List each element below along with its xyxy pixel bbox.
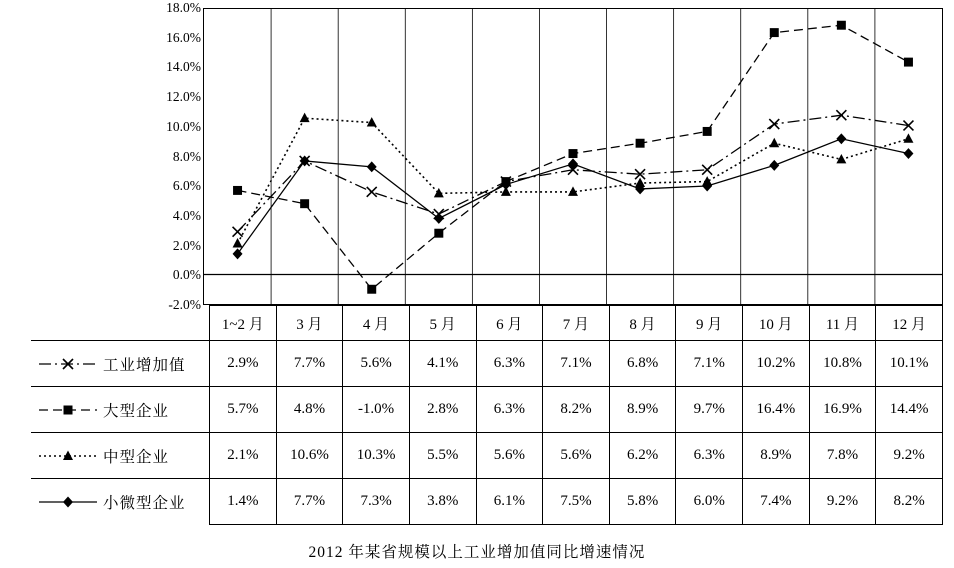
column-header: 11 月	[809, 306, 876, 341]
table-cell: 16.9%	[809, 387, 876, 433]
legend-label: 小微型企业	[103, 494, 186, 512]
y-tick-label: 18.0%	[166, 0, 201, 15]
chart-caption: 2012 年某省规模以上工业增加值同比增速情况	[308, 544, 646, 561]
table-cell: 5.6%	[343, 341, 410, 387]
legend-cell-1	[31, 341, 210, 387]
table-cell: 5.6%	[476, 433, 543, 479]
table-cell: 5.7%	[210, 387, 277, 433]
legend-marker-diamond	[37, 493, 99, 511]
data-point-marker	[836, 133, 846, 144]
legend-marker-square	[37, 401, 99, 419]
data-point-marker	[367, 161, 377, 172]
data-point-marker	[64, 405, 73, 414]
table-cell: 8.2%	[543, 387, 610, 433]
table-cell: 9.2%	[876, 433, 943, 479]
table-cell: 9.7%	[676, 387, 743, 433]
data-point-marker	[233, 238, 243, 247]
column-header: 3 月	[276, 306, 343, 341]
table-cell: 5.5%	[409, 433, 476, 479]
data-point-marker	[434, 213, 444, 224]
legend-label: 中型企业	[103, 448, 170, 466]
legend-symbol	[37, 355, 99, 373]
data-point-marker	[904, 58, 913, 67]
legend-marker-x	[37, 355, 99, 373]
column-header: 10 月	[743, 306, 810, 341]
column-header: 12 月	[876, 306, 943, 341]
data-point-marker	[636, 139, 645, 148]
legend-marker-triangle	[37, 447, 99, 465]
data-point-marker	[903, 133, 913, 142]
table-cell: 10.8%	[809, 341, 876, 387]
table-cell: 7.7%	[276, 341, 343, 387]
table-cell: 10.6%	[276, 433, 343, 479]
table-cell: -1.0%	[343, 387, 410, 433]
legend-cell-2	[31, 387, 210, 433]
table-cell: 7.8%	[809, 433, 876, 479]
data-point-marker	[233, 186, 242, 195]
table-cell: 7.7%	[276, 479, 343, 525]
table-cell: 3.8%	[409, 479, 476, 525]
table-cell: 6.3%	[476, 341, 543, 387]
table-cell: 7.1%	[543, 341, 610, 387]
data-point-marker	[903, 148, 913, 159]
table-cell: 5.6%	[543, 433, 610, 479]
data-point-marker	[367, 187, 377, 197]
legend-cell-4	[31, 479, 210, 525]
y-tick-label: 2.0%	[172, 237, 201, 253]
data-point-marker	[770, 28, 779, 37]
table-cell: 14.4%	[876, 387, 943, 433]
table-cell: 7.3%	[343, 479, 410, 525]
data-point-marker	[703, 127, 712, 136]
table-cell: 4.8%	[276, 387, 343, 433]
legend-cell-3	[31, 433, 210, 479]
table-row	[31, 433, 943, 479]
table-cell: 1.4%	[210, 479, 277, 525]
table-cell: 8.9%	[609, 387, 676, 433]
column-header: 1~2 月	[210, 306, 277, 341]
table-cell: 9.2%	[809, 479, 876, 525]
table-cell: 6.2%	[609, 433, 676, 479]
data-table	[31, 305, 943, 525]
y-tick-label: 12.0%	[166, 89, 201, 105]
legend-label: 工业增加值	[103, 356, 186, 374]
column-header: 6 月	[476, 306, 543, 341]
y-tick-label: 16.0%	[166, 29, 201, 45]
table-cell: 2.1%	[210, 433, 277, 479]
table-cell: 5.8%	[609, 479, 676, 525]
table-cell: 10.1%	[876, 341, 943, 387]
data-point-marker	[63, 496, 73, 507]
table-cell: 10.3%	[343, 433, 410, 479]
series-lines	[204, 9, 942, 304]
legend-symbol	[37, 447, 99, 465]
table-cell: 6.0%	[676, 479, 743, 525]
data-point-marker	[300, 113, 310, 122]
table-cell: 7.4%	[743, 479, 810, 525]
column-header: 5 月	[409, 306, 476, 341]
y-tick-label: 10.0%	[166, 118, 201, 134]
data-point-marker	[367, 285, 376, 294]
data-point-marker	[769, 138, 779, 147]
table-row	[31, 387, 943, 433]
legend-symbol	[37, 493, 99, 511]
legend-symbol	[37, 401, 99, 419]
table-row	[31, 479, 943, 525]
data-point-marker	[434, 229, 443, 238]
table-cell: 2.8%	[409, 387, 476, 433]
table-cell: 7.1%	[676, 341, 743, 387]
y-tick-label: 14.0%	[166, 59, 201, 75]
y-tick-label: 4.0%	[172, 207, 201, 223]
table-corner-cell	[31, 306, 210, 341]
table-cell: 8.9%	[743, 433, 810, 479]
column-header: 7 月	[543, 306, 610, 341]
y-tick-label: 6.0%	[172, 178, 201, 194]
table-cell: 16.4%	[743, 387, 810, 433]
table-row	[31, 341, 943, 387]
legend-label: 大型企业	[103, 402, 170, 420]
data-point-marker	[300, 199, 309, 208]
table-cell: 7.5%	[543, 479, 610, 525]
table-cell: 10.2%	[743, 341, 810, 387]
y-axis-tick-labels	[135, 0, 201, 312]
data-point-marker	[568, 158, 578, 169]
table-cell: 6.8%	[609, 341, 676, 387]
plot-area	[203, 8, 943, 305]
y-tick-label: -2.0%	[168, 297, 201, 312]
table-cell: 6.1%	[476, 479, 543, 525]
column-header: 9 月	[676, 306, 743, 341]
table-cell: 2.9%	[210, 341, 277, 387]
table-cell: 8.2%	[876, 479, 943, 525]
table-cell: 6.3%	[476, 387, 543, 433]
column-header: 4 月	[343, 306, 410, 341]
y-tick-label: 8.0%	[172, 148, 201, 164]
data-point-marker	[702, 181, 712, 192]
table-cell: 6.3%	[676, 433, 743, 479]
data-point-marker	[233, 227, 243, 237]
table-header-row	[31, 306, 943, 341]
data-point-marker	[769, 160, 779, 171]
table-cell: 4.1%	[409, 341, 476, 387]
y-tick-label: 0.0%	[172, 267, 201, 283]
data-point-marker	[837, 21, 846, 30]
data-point-marker	[569, 149, 578, 158]
column-header: 8 月	[609, 306, 676, 341]
